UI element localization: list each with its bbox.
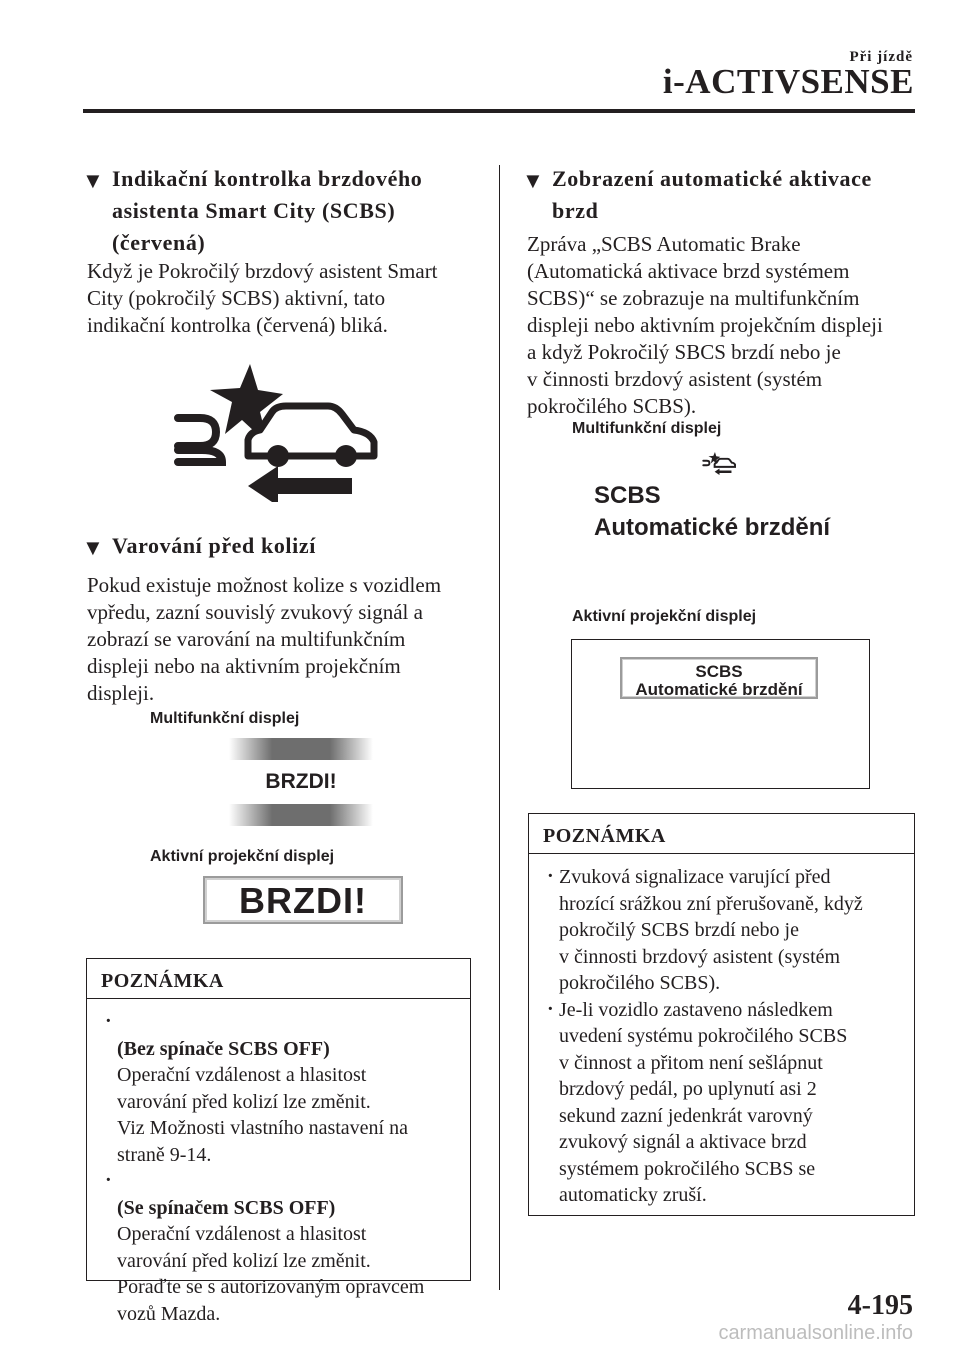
page-title: i-ACTIVSENSE [662,62,914,101]
figure-label-projection: Aktivní projekční displej [572,608,757,625]
brzdi-multifunction-text: BRZDI! [265,770,337,793]
note-item-text: Operační vzdálenost a hlasitost varování před kolizí lze změnit. Poraďte se s autorizovaným opravcem vozů Mazda. [117,1223,425,1325]
list-item [117,1168,458,1327]
watermark: carmanualsonline.info [718,1322,913,1344]
triangle-bullet-icon: ▼ [522,168,545,193]
note-list [87,999,470,1327]
note-box-left [86,958,471,1325]
scbs-indicator-icon [170,362,380,502]
list-item [117,1009,458,1168]
heading-text: Varování před kolizí [112,533,316,558]
note-item-heading: · (Bez spínače SCBS OFF) [117,1037,330,1060]
triangle-bullet-icon: ▼ [82,168,105,193]
note-box-right [528,813,915,1216]
list-item: · Zvuková signalizace varující před hrozící srážkou zní přerušovaně, když pokročilý SCBS brzdí nebo je v činnosti brzdový asistent (systém pokročilého SCBS). [559,864,902,997]
figure-label-multifunction: Multifunkční displej [572,420,722,437]
arrow-left-icon [248,466,352,502]
heading-scbs-indicator [82,163,488,259]
projection-autobrake-text: Automatické brzdění [635,680,803,699]
page-number: 4-195 [847,1290,913,1321]
heading-text: Zobrazení automatické aktivace brzd [552,166,872,223]
note-title: POZNÁMKA [529,814,914,854]
header-rule [83,109,915,113]
paragraph-collision-warning: Pokud existuje možnost kolize s vozidlem vpředu, zazní souvislý zvukový signál a zobrazí se varování na multifunkčním displeji nebo na aktivním projekčním displeji. [87,573,442,705]
note-list [529,854,914,1209]
heading-text: Indikační kontrolka brzdového asistenta Smart City (SCBS) (červená) [112,166,423,255]
multifunction-autobrake-text: Automatické brzdění [594,514,831,541]
projection-scbs-box [620,657,818,699]
note-title: POZNÁMKA [87,959,470,999]
projection-display-frame [571,639,870,789]
figure-label-projection: Aktivní projekční displej [150,848,335,865]
scbs-small-icon [702,450,736,476]
note-item-text: Operační vzdálenost a hlasitost varování před kolizí lze změnit. Viz Možnosti vlastního nastavení na straně 9-14. [117,1064,408,1166]
note-item-heading: · (Se spínačem SCBS OFF) [117,1196,336,1219]
paragraph-indicator: Když je Pokročilý brzdový asistent Smart City (pokročilý SCBS) aktivní, tato indikační kontrolka (červená) bliká. [87,259,438,337]
multifunction-scbs-text: SCBS [594,482,661,509]
paragraph-auto-brake: Zpráva „SCBS Automatic Brake (Automatická aktivace brzd systémem SCBS)“ se zobrazuje na multifunkčním displeji nebo aktivním projekčním displeji a když Pokročilý SBCS brzdí nebo je v činnosti brzdový asistent (systém pokročilého SCBS). [527,232,883,418]
triangle-bullet-icon: ▼ [82,535,105,560]
list-item: · Je-li vozidlo zastaveno následkem uvedení systému pokročilého SCBS v činnost a přitom není sešlápnut brzdový pedál, po uplynutí asi 2 sekund zazní jedenkrát varovný zvukový signál a aktivace brzd systémem pokročilého SCBS se automaticky zruší. [559,997,902,1209]
radar-waves-icon [178,418,222,462]
figure-label-multifunction: Multifunkční displej [150,710,300,727]
section-label: Při jízdě [849,49,913,65]
column-divider [499,165,500,1290]
gradient-bar-bottom [229,804,373,826]
gradient-bar-top [229,738,373,760]
heading-collision-warning [82,530,488,562]
brzdi-projection-box: BRZDI! [203,876,403,924]
car-icon [248,406,374,467]
projection-scbs-text: SCBS [695,662,743,681]
heading-auto-brake [522,163,928,227]
